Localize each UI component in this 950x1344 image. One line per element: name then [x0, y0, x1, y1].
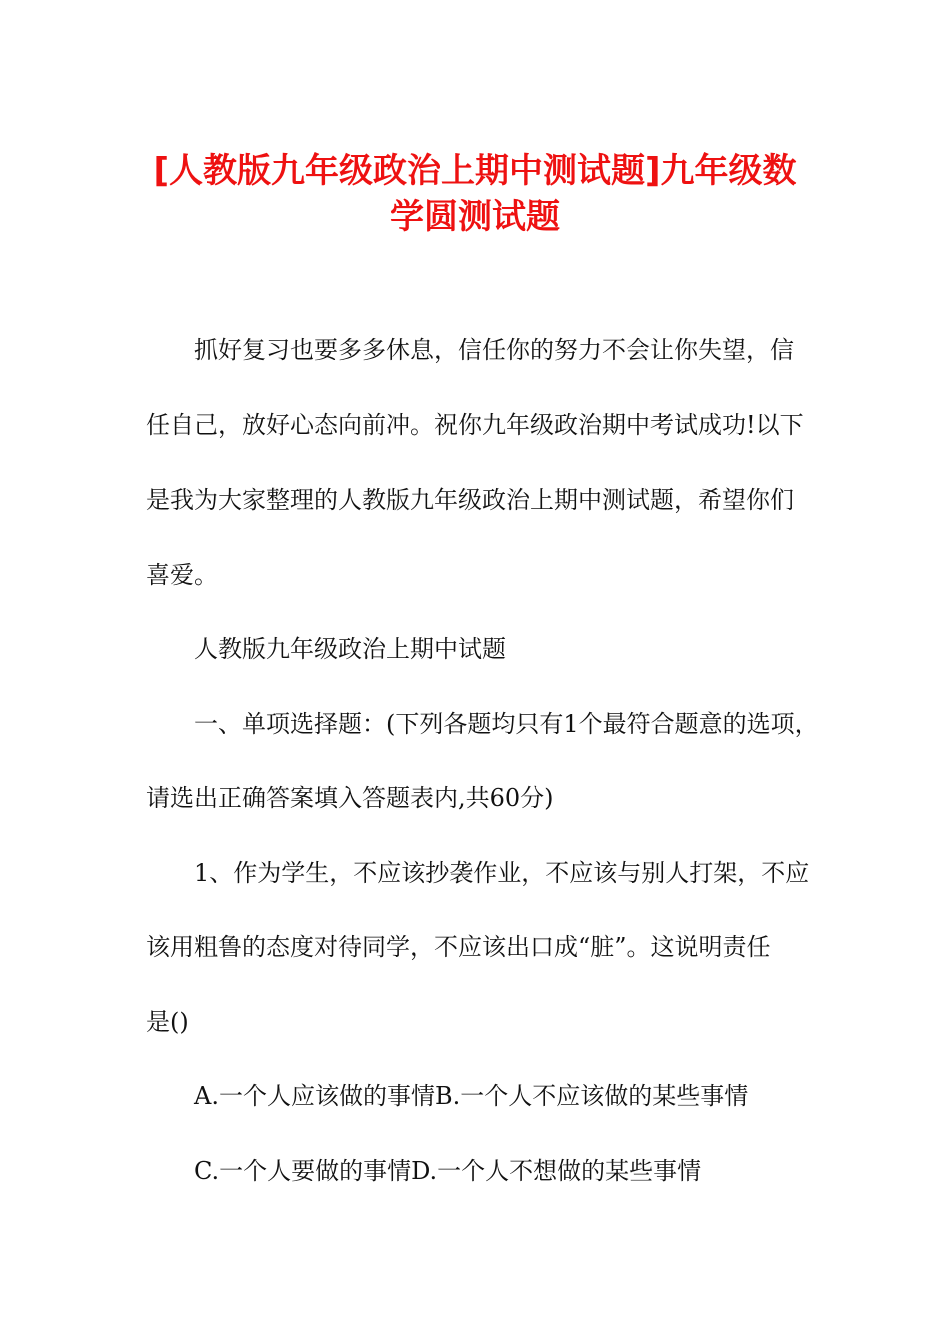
- instructions-line-1: 一、单项选择题：(下列各题均只有1个最符合题意的选项，: [194, 710, 819, 738]
- instructions-line-2: 请选出正确答案填入答题表内,共60分): [146, 784, 554, 812]
- section-heading: 人教版九年级政治上期中试题: [194, 635, 506, 663]
- document-title-line-1: [人教版九年级政治上期中测试题]九年级数: [153, 151, 797, 191]
- document-title-line-2: 学圆测试题: [390, 197, 560, 237]
- question-1-options-cd: C.一个人要做的事情D.一个人不想做的某些事情: [194, 1157, 702, 1185]
- question-1-options-ab: A.一个人应该做的事情B.一个人不应该做的某些事情: [194, 1082, 749, 1110]
- intro-paragraph-line-4: 喜爱。: [146, 561, 218, 589]
- intro-paragraph-line-3: 是我为大家整理的人教版九年级政治上期中测试题，希望你们: [146, 486, 794, 514]
- question-1-line-3: 是(): [146, 1008, 189, 1036]
- question-1-line-1: 1、作为学生，不应该抄袭作业，不应该与别人打架，不应: [194, 859, 810, 887]
- intro-paragraph-line-1: 抓好复习也要多多休息，信任你的努力不会让你失望，信: [194, 336, 794, 364]
- intro-paragraph-line-2: 任自己，放好心态向前冲。祝你九年级政治期中考试成功!以下: [146, 411, 804, 439]
- question-1-line-2: 该用粗鲁的态度对待同学，不应该出口成“脏”。这说明责任: [146, 933, 771, 961]
